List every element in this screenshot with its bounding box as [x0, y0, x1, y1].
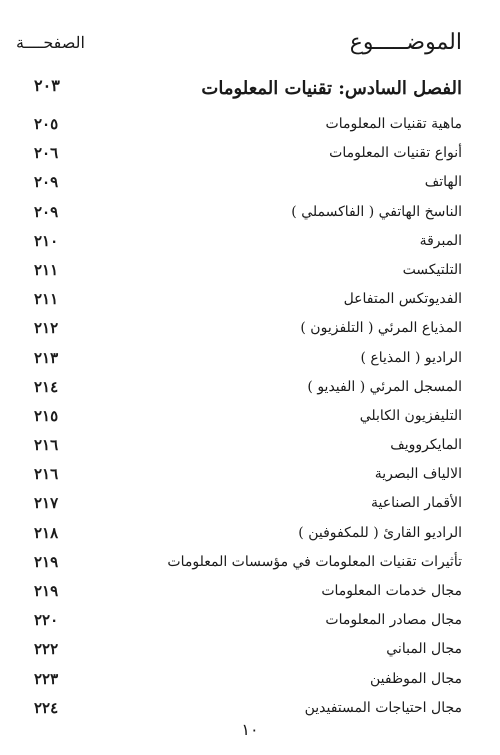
entry-title: مجال مصادر المعلومات: [325, 612, 462, 629]
toc-entry: [0, 404, 500, 433]
entry-title: الراديو القارئ ( للمكفوفين ): [298, 524, 462, 541]
entry-title: مجال المباني: [386, 641, 462, 658]
entry-title: الهاتف: [424, 174, 462, 191]
topic-column-header: الموضـــــوع: [349, 30, 462, 55]
entry-title: الناسخ الهاتفي ( الفاكسملي ): [291, 203, 462, 220]
toc-entry: [0, 462, 500, 491]
toc-entry: [0, 316, 500, 345]
entry-title: المسجل المرئي ( الفيديو ): [307, 378, 462, 395]
entry-page-number: ٢١٠: [34, 231, 59, 250]
toc-entry: [0, 200, 500, 229]
toc-entry: [0, 141, 500, 170]
toc-entry: [0, 375, 500, 404]
entry-page-number: ٢١٨: [34, 523, 59, 542]
entry-page-number: ٢١١: [34, 260, 59, 279]
entry-title: الأقمار الصناعية: [370, 495, 462, 512]
toc-entry: [0, 667, 500, 696]
entry-title: الراديو ( المذياع ): [360, 349, 462, 366]
entry-title: مجال خدمات المعلومات: [321, 583, 462, 599]
entry-title: المبرقة: [419, 232, 462, 249]
toc-entry: [0, 346, 500, 375]
toc-entries: [0, 112, 500, 725]
entry-page-number: ٢٠٥: [34, 115, 59, 133]
toc-entry: [0, 433, 500, 462]
entry-title: أنواع تقنيات المعلومات: [329, 145, 462, 162]
chapter-page-number: ٢٠٣: [34, 76, 60, 95]
entry-page-number: ٢٢٤: [34, 698, 59, 717]
entry-page-number: ٢٠٦: [34, 144, 59, 163]
entry-page-number: ٢١١: [34, 290, 59, 309]
entry-page-number: ٢٠٩: [34, 202, 59, 221]
toc-entry: [0, 608, 500, 637]
entry-page-number: ٢١٧: [34, 494, 59, 513]
toc-entry: [0, 579, 500, 608]
toc-entry: [0, 229, 500, 258]
entry-title: المذياع المرئي ( التلفزيون ): [300, 320, 462, 337]
entry-title: مجال الموظفين: [369, 670, 462, 687]
entry-page-number: ٢١٩: [34, 552, 59, 571]
entry-title: الالياف البصرية: [374, 466, 462, 483]
entry-title: التلتيكست: [402, 261, 462, 278]
entry-page-number: ٢٢٣: [34, 669, 59, 688]
page-column-header: الصفحــــة: [16, 33, 85, 52]
entry-page-number: ٢١٦: [34, 465, 59, 484]
entry-title: ماهية تقنيات المعلومات: [325, 116, 462, 132]
entry-page-number: ٢٢٠: [34, 611, 59, 630]
toc-entry: [0, 550, 500, 579]
chapter-title: الفصل السادس: تقنيات المعلومات: [201, 78, 462, 99]
toc-entry: [0, 258, 500, 287]
entry-title: مجال احتياجات المستفيدين: [304, 699, 462, 716]
entry-page-number: ٢١٢: [34, 319, 59, 338]
toc-entry: [0, 491, 500, 520]
toc-entry: [0, 112, 500, 141]
toc-entry: [0, 170, 500, 199]
entry-page-number: ٢١٦: [34, 436, 59, 455]
entry-page-number: ٢٢٢: [34, 640, 59, 659]
entry-page-number: ٢١٣: [34, 348, 59, 367]
entry-title: تأثيرات تقنيات المعلومات في مؤسسات المعلومات: [167, 553, 462, 570]
entry-title: المايكروويف: [390, 437, 462, 454]
entry-page-number: ٢٠٩: [34, 173, 59, 192]
toc-entry: [0, 521, 500, 550]
entry-page-number: ٢١٥: [34, 406, 59, 425]
folio-page-number: ١٠: [241, 720, 259, 739]
entry-title: التليفزيون الكابلي: [359, 407, 462, 424]
entry-title: الفديوتكس المتفاعل: [343, 291, 462, 308]
toc-entry: [0, 637, 500, 666]
entry-page-number: ٢١٩: [34, 582, 59, 600]
toc-entry: [0, 287, 500, 316]
entry-page-number: ٢١٤: [34, 377, 59, 396]
